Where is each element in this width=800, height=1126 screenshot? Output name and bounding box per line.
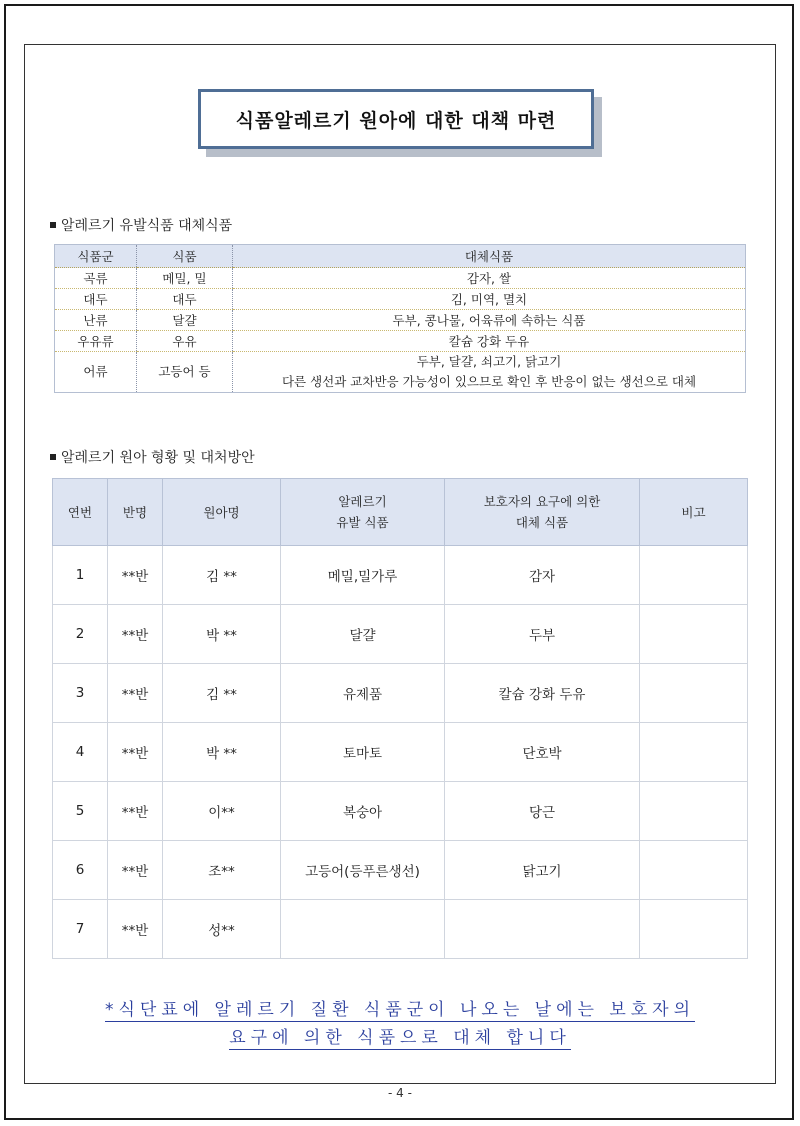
cell-child-name: 김 **: [163, 664, 281, 723]
cell-child-name: 박 **: [163, 605, 281, 664]
cell-note: [640, 605, 748, 664]
table-row: [55, 352, 746, 393]
cell-no: 2: [53, 605, 108, 664]
cell-group: 난류: [55, 310, 137, 331]
section2-heading-text: 알레르기 원아 형황 및 대처방안: [61, 450, 255, 466]
cell-allergen: 유제품: [281, 664, 445, 723]
square-bullet-icon: [50, 454, 56, 460]
table-row: [53, 546, 748, 605]
section1-heading: [50, 215, 232, 235]
square-bullet-icon: [50, 222, 56, 228]
cell-no: 7: [53, 900, 108, 959]
table-row: [55, 310, 746, 331]
cell-food: 우유: [137, 331, 233, 352]
cell-allergen: 토마토: [281, 723, 445, 782]
cell-substitute: 당근: [445, 782, 640, 841]
cell-allergen: 메밀,밀가루: [281, 546, 445, 605]
notice-line-1-text: *식단표에 알레르기 질환 식품군이 나오는 날에는 보호자의: [104, 1000, 696, 1020]
cell-substitute: 감자, 쌀: [233, 268, 746, 289]
cell-note: [640, 841, 748, 900]
cell-group: 어류: [55, 352, 137, 393]
page-number: - 4 -: [388, 1086, 412, 1100]
cell-group: 대두: [55, 289, 137, 310]
cell-allergen: [281, 900, 445, 959]
cell-no: 4: [53, 723, 108, 782]
cell-substitute: 두부, 콩나물, 어육류에 속하는 식품: [233, 310, 746, 331]
cell-class: **반: [108, 841, 163, 900]
cell-child-name: 박 **: [163, 723, 281, 782]
cell-substitute: [445, 900, 640, 959]
cell-note: [640, 664, 748, 723]
table-row: [53, 664, 748, 723]
cell-class: **반: [108, 782, 163, 841]
notice-line-2-text: 요구에 의한 식품으로 대체 합니다: [229, 1028, 571, 1048]
section2-heading: [50, 447, 255, 467]
cell-group: 우유류: [55, 331, 137, 352]
notice-line-1: [40, 995, 760, 1020]
cell-note: [640, 546, 748, 605]
cell-substitute: 닭고기: [445, 841, 640, 900]
cell-no: 1: [53, 546, 108, 605]
header-child-name: 원아명: [163, 479, 281, 546]
cell-child-name: 성**: [163, 900, 281, 959]
cell-group: 곡류: [55, 268, 137, 289]
cell-food: 달걀: [137, 310, 233, 331]
cell-substitute: 두부: [445, 605, 640, 664]
cell-substitute: [233, 352, 746, 393]
cell-class: **반: [108, 664, 163, 723]
header-food-group: 식품군: [55, 245, 137, 268]
cell-note: [640, 723, 748, 782]
table-row: [53, 900, 748, 959]
table-row: [53, 605, 748, 664]
cell-class: **반: [108, 900, 163, 959]
table-row: [53, 841, 748, 900]
header-allergen-line-2: 유발 식품: [336, 515, 389, 530]
cell-no: 6: [53, 841, 108, 900]
cell-allergen: 복숭아: [281, 782, 445, 841]
table-row: [55, 331, 746, 352]
cell-allergen: 달걀: [281, 605, 445, 664]
table-row: [55, 289, 746, 310]
header-food: 식품: [137, 245, 233, 268]
cell-substitute: 단호박: [445, 723, 640, 782]
cell-allergen: 고등어(등푸른생선): [281, 841, 445, 900]
table-row: [53, 782, 748, 841]
cell-note: [640, 782, 748, 841]
cell-substitute: 감자: [445, 546, 640, 605]
table-row: [55, 268, 746, 289]
cell-substitute: 칼슘 강화 두유: [233, 331, 746, 352]
header-substitute-line-1: 보호자의 요구에 의한: [483, 494, 601, 509]
header-allergen: [281, 479, 445, 546]
cell-note: [640, 900, 748, 959]
cell-food: 대두: [137, 289, 233, 310]
cell-child-name: 이**: [163, 782, 281, 841]
cell-class: **반: [108, 605, 163, 664]
cell-child-name: 김 **: [163, 546, 281, 605]
substitute-food-table: [54, 244, 746, 393]
header-substitute: [445, 479, 640, 546]
header-note: 비고: [640, 479, 748, 546]
table-header-row: [53, 479, 748, 546]
cell-class: **반: [108, 546, 163, 605]
cell-food: 메밀, 밀: [137, 268, 233, 289]
header-substitute-line-2: 대체 식품: [515, 515, 569, 530]
table-header-row: [55, 245, 746, 268]
substitute-line-2: 다른 생선과 교차반응 가능성이 있으므로 확인 후 반응이 없는 생선으로 대체: [281, 374, 697, 389]
header-no: 연번: [53, 479, 108, 546]
cell-class: **반: [108, 723, 163, 782]
cell-no: 5: [53, 782, 108, 841]
cell-child-name: 조**: [163, 841, 281, 900]
allergy-children-table: [52, 478, 748, 959]
cell-substitute: 김, 미역, 멸치: [233, 289, 746, 310]
cell-substitute: 칼슘 강화 두유: [445, 664, 640, 723]
cell-no: 3: [53, 664, 108, 723]
header-class: 반명: [108, 479, 163, 546]
substitute-line-1: 두부, 달걀, 쇠고기, 닭고기: [416, 354, 562, 369]
notice-line-2: [40, 1023, 760, 1048]
section1-heading-text: 알레르기 유발식품 대체식품: [61, 218, 233, 234]
cell-food: 고등어 등: [137, 352, 233, 393]
page-title: 식품알레르기 원아에 대한 대책 마련: [198, 89, 594, 149]
header-substitute: 대체식품: [233, 245, 746, 268]
table-row: [53, 723, 748, 782]
header-allergen-line-1: 알레르기: [338, 494, 387, 509]
